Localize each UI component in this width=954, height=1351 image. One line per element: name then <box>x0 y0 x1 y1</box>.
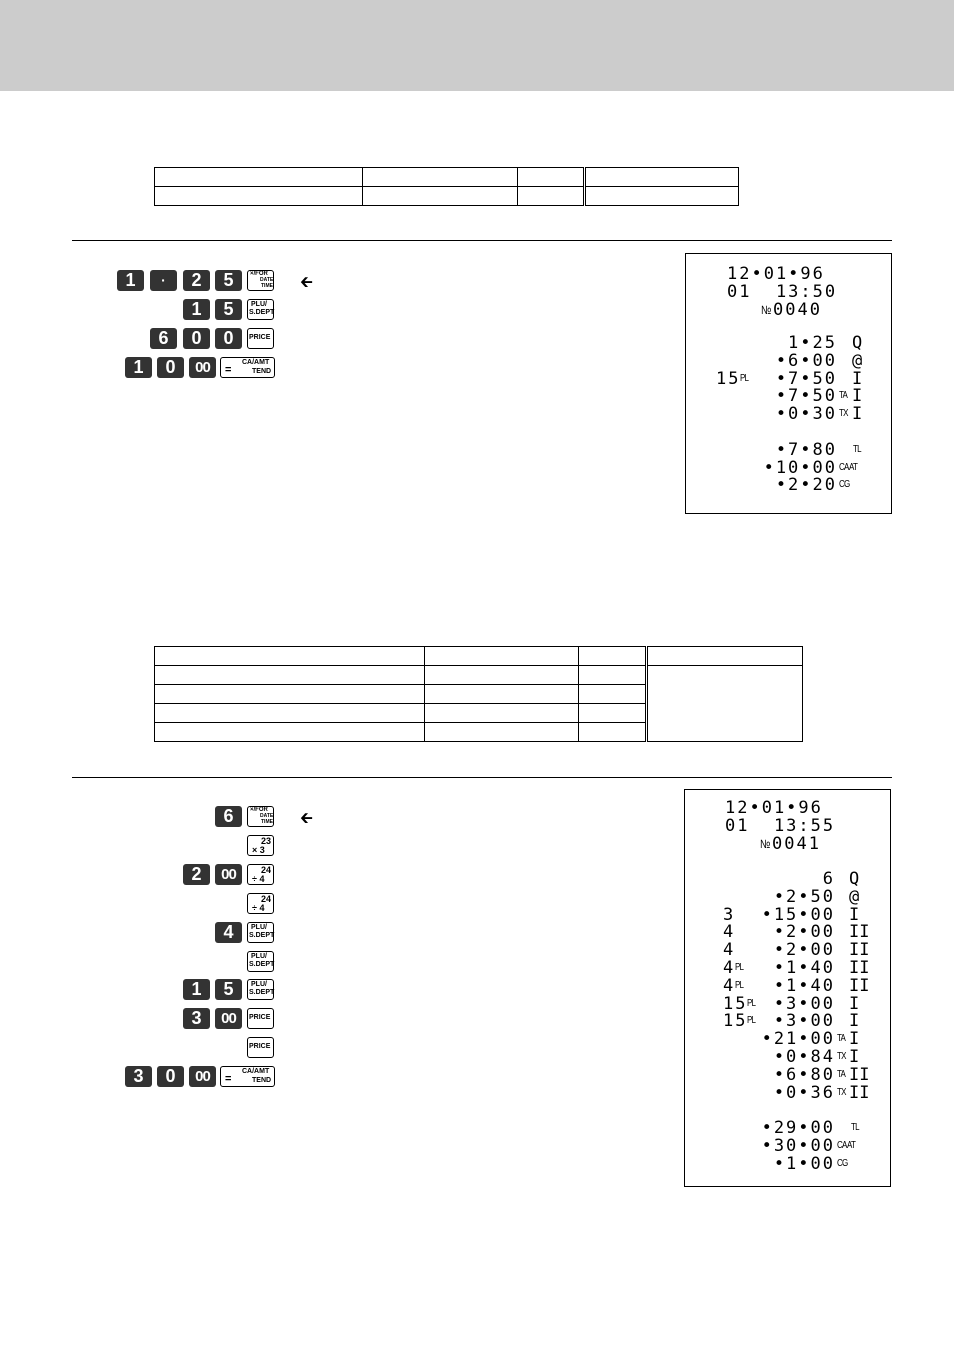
receipt-symbol: @ <box>849 886 860 907</box>
key-label: PRICE <box>249 334 271 341</box>
header-band <box>0 0 954 91</box>
key-dept-4[interactable] <box>247 864 274 885</box>
receipt-symbol: I <box>852 404 863 425</box>
receipt-tag: CA AT <box>839 461 858 473</box>
receipt-qty: 3 <box>723 904 736 925</box>
key-0[interactable]: 0 <box>183 328 210 349</box>
key-label: 23 <box>261 836 272 846</box>
receipt-pl-mark: PL <box>735 962 744 973</box>
table-row <box>155 168 739 187</box>
receipt-symbol: II <box>849 1082 870 1103</box>
key-label: × 3 <box>252 845 265 855</box>
key-label: TEND <box>252 1077 272 1084</box>
spec-table-1 <box>154 167 739 206</box>
key-price[interactable] <box>247 1008 274 1029</box>
key-dept-3[interactable] <box>247 835 274 856</box>
key-2[interactable]: 2 <box>183 864 210 885</box>
receipt-qty: 15 <box>723 1011 748 1032</box>
key-label: PLU/ <box>251 981 267 988</box>
key-label: PRICE <box>249 1014 271 1021</box>
receipt-qty: 4 <box>723 922 736 943</box>
receipt-value: •6•00 <box>775 350 837 371</box>
key-plu-sdept[interactable] <box>247 922 274 943</box>
table-row <box>155 647 803 666</box>
key-label: PLU/ <box>251 953 267 960</box>
receipt-no-mark: № <box>760 837 770 851</box>
key-plu-sdept[interactable] <box>247 951 274 972</box>
key-label: S.DEPT <box>249 309 275 316</box>
key-1[interactable]: 1 <box>125 357 152 378</box>
key-label: PLU/ <box>251 301 267 308</box>
receipt-value: •15•00 <box>761 904 835 925</box>
receipt-value: •7•50 <box>775 368 837 389</box>
divider <box>72 777 892 778</box>
receipt-symbol: I <box>849 993 860 1014</box>
receipt-no: 0040 <box>773 300 822 320</box>
receipt-total-value: •7•80 <box>775 439 837 460</box>
receipt-symbol: I <box>849 1011 860 1032</box>
receipt-symbol: I <box>849 1047 860 1067</box>
key-label: DATE <box>260 813 274 819</box>
receipt-value: •2•00 <box>773 922 835 943</box>
divider <box>72 240 892 241</box>
receipt-date: 12•01•96 <box>727 264 825 284</box>
receipt-date: 12•01•96 <box>725 798 823 818</box>
receipt-symbol: Q <box>849 869 860 889</box>
key-label: ×/FOR <box>250 271 268 277</box>
receipt-qty: 4 <box>723 958 736 978</box>
receipt-qty: 15 <box>723 993 748 1014</box>
key-price[interactable] <box>247 1037 274 1058</box>
receipt-pl-mark: PL <box>747 997 756 1009</box>
receipt-value: •0•36 <box>773 1082 835 1103</box>
key-label: = <box>225 1073 232 1085</box>
arrow-left-icon: 🡰 <box>300 808 313 827</box>
key-6[interactable]: 6 <box>215 806 242 827</box>
key-label: S.DEPT <box>249 961 275 968</box>
receipt-symbol: II <box>849 958 870 978</box>
receipt-pl-mark: PL <box>747 1015 756 1027</box>
key-ca-amt-tend[interactable] <box>220 357 275 378</box>
key-1[interactable]: 1 <box>183 299 210 320</box>
key-00[interactable]: 00 <box>189 357 216 378</box>
key-dot[interactable]: · <box>150 270 177 291</box>
receipt-value: 6 <box>822 869 835 889</box>
receipt-1 <box>685 253 892 514</box>
receipt-value: •7•50 <box>775 386 837 407</box>
key-2[interactable]: 2 <box>183 270 210 291</box>
receipt-qty: 4 <box>723 940 736 961</box>
key-dept-4[interactable] <box>247 893 274 914</box>
receipt-symbol: I <box>852 368 863 389</box>
receipt-tag: TX <box>837 1086 846 1098</box>
receipt-total-value: •30•00 <box>761 1136 835 1156</box>
receipt-tag: TL <box>853 443 861 455</box>
receipt-value: •2•00 <box>773 940 835 961</box>
receipt-no: 0041 <box>772 834 821 854</box>
receipt-time: 01 13:55 <box>725 816 836 836</box>
receipt-value: •2•50 <box>773 886 835 907</box>
key-0[interactable]: 0 <box>157 357 184 378</box>
receipt-value: •3•00 <box>773 1011 835 1032</box>
receipt-tag: TL <box>851 1122 859 1134</box>
key-price[interactable] <box>247 328 274 349</box>
key-6[interactable]: 6 <box>150 328 177 349</box>
key-plu-sdept[interactable] <box>247 979 274 1000</box>
receipt-tag: TA <box>837 1068 846 1080</box>
receipt-value: •0•30 <box>775 404 837 425</box>
receipt-value: •6•80 <box>773 1064 835 1085</box>
key-label: CA/AMT <box>242 359 270 366</box>
key-label: PLU/ <box>251 924 267 931</box>
key-label: ÷ 4 <box>252 874 265 884</box>
receipt-total-value: •10•00 <box>763 457 837 478</box>
receipt-tag: TA <box>839 390 848 402</box>
key-label: DATE <box>260 277 274 283</box>
key-x-for-date-time[interactable] <box>247 270 274 291</box>
receipt-symbol: II <box>849 922 870 943</box>
key-label: ×/FOR <box>250 807 268 813</box>
receipt-value: •0•84 <box>773 1047 835 1067</box>
key-5[interactable]: 5 <box>215 979 242 1000</box>
receipt-time: 01 13:50 <box>727 282 838 302</box>
key-ca-amt-tend[interactable] <box>220 1066 275 1087</box>
key-0[interactable]: 0 <box>157 1066 184 1087</box>
key-00[interactable]: 00 <box>215 864 242 885</box>
receipt-pl-mark: PL <box>735 979 744 991</box>
key-0[interactable]: 0 <box>215 328 242 349</box>
receipt-tag: TX <box>837 1051 846 1062</box>
key-label: S.DEPT <box>249 932 275 939</box>
receipt-symbol: I <box>852 386 863 407</box>
receipt-symbol: II <box>849 1064 870 1085</box>
receipt-value: 1•25 <box>788 333 837 353</box>
receipt-tag: CG <box>839 479 850 491</box>
spec-table-2 <box>154 646 803 742</box>
key-4[interactable]: 4 <box>215 922 242 943</box>
receipt-value: •3•00 <box>773 993 835 1014</box>
key-label: 24 <box>261 865 272 875</box>
key-5[interactable]: 5 <box>215 299 242 320</box>
receipt-symbol: I <box>849 904 860 925</box>
arrow-left-icon: 🡰 <box>300 272 313 291</box>
receipt-value: •21•00 <box>761 1029 835 1050</box>
key-label: TIME <box>261 819 273 825</box>
key-1[interactable]: 1 <box>183 979 210 1000</box>
key-label: = <box>225 364 232 376</box>
receipt-tag: TA <box>837 1033 846 1045</box>
receipt-tag: CA AT <box>837 1140 856 1151</box>
receipt-total-value: •29•00 <box>761 1118 835 1139</box>
table-row <box>155 187 739 206</box>
receipt-value: •1•40 <box>773 958 835 978</box>
receipt-qty: 4 <box>723 975 736 996</box>
receipt-2 <box>684 789 891 1187</box>
key-label: TIME <box>261 283 273 289</box>
receipt-no-mark: № <box>761 303 771 317</box>
key-5[interactable]: 5 <box>215 270 242 291</box>
key-00[interactable]: 00 <box>215 1008 242 1029</box>
key-plu-sdept[interactable] <box>247 299 274 320</box>
key-00[interactable]: 00 <box>189 1066 216 1087</box>
receipt-qty: 15 <box>716 368 741 389</box>
key-1[interactable]: 1 <box>117 270 144 291</box>
key-label: 24 <box>261 894 272 904</box>
receipt-total-value: •2•20 <box>775 475 837 496</box>
receipt-tag: TX <box>839 408 848 420</box>
key-label: ÷ 4 <box>252 903 265 913</box>
key-label: TEND <box>252 368 272 375</box>
receipt-symbol: I <box>849 1029 860 1050</box>
key-x-for-date-time[interactable] <box>247 806 274 827</box>
key-label: CA/AMT <box>242 1068 270 1075</box>
receipt-symbol: II <box>849 940 870 961</box>
receipt-pl-mark: PL <box>740 372 749 384</box>
key-3[interactable]: 3 <box>183 1008 210 1029</box>
receipt-total-value: •1•00 <box>773 1153 835 1174</box>
receipt-symbol: II <box>849 975 870 996</box>
receipt-tag: CG <box>837 1157 848 1169</box>
receipt-symbol: Q <box>852 333 863 353</box>
receipt-value: •1•40 <box>773 975 835 996</box>
table-row <box>155 666 803 685</box>
receipt-symbol: @ <box>852 350 863 371</box>
key-3[interactable]: 3 <box>125 1066 152 1087</box>
key-label: S.DEPT <box>249 989 275 996</box>
key-label: PRICE <box>249 1043 271 1050</box>
